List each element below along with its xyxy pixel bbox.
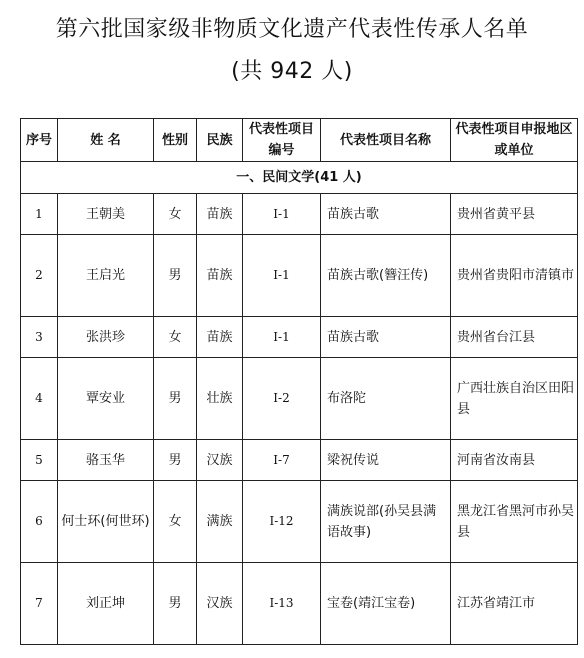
table-row: [21, 481, 578, 563]
header-ethnicity: 民族: [197, 119, 243, 162]
cell-seq: 6: [21, 481, 58, 563]
cell-project: 满族说部(孙吴县满语故事): [321, 481, 451, 563]
cell-region: 江苏省靖江市: [451, 563, 578, 645]
cell-gender: 女: [154, 317, 197, 358]
cell-ethnicity: 壮族: [197, 358, 243, 440]
cell-ethnicity: 苗族: [197, 317, 243, 358]
cell-name: 覃安业: [58, 358, 154, 440]
cell-gender: 男: [154, 440, 197, 481]
cell-seq: 4: [21, 358, 58, 440]
cell-region: 广西壮族自治区田阳县: [451, 358, 578, 440]
document-subtitle: (共 942 人): [231, 59, 353, 84]
cell-name: 王启光: [58, 235, 154, 317]
cell-gender: 男: [154, 358, 197, 440]
header-project: 代表性项目名称: [321, 119, 451, 162]
cell-project: 苗族古歌: [321, 317, 451, 358]
cell-region: 黑龙江省黑河市孙吴县: [451, 481, 578, 563]
cell-name: 骆玉华: [58, 440, 154, 481]
cell-region: 贵州省黄平县: [451, 194, 578, 235]
table-row: [21, 194, 578, 235]
document-title: 第六批国家级非物质文化遗产代表性传承人名单: [55, 17, 529, 42]
inheritor-table: [20, 118, 578, 645]
cell-name: 张洪珍: [58, 317, 154, 358]
cell-seq: 7: [21, 563, 58, 645]
cell-ethnicity: 苗族: [197, 194, 243, 235]
header-seq: 序号: [21, 119, 58, 162]
cell-gender: 女: [154, 481, 197, 563]
cell-project: 梁祝传说: [321, 440, 451, 481]
cell-ethnicity: 汉族: [197, 440, 243, 481]
cell-region: 贵州省贵阳市清镇市: [451, 235, 578, 317]
table-row: [21, 235, 578, 317]
cell-code: Ⅰ-2: [243, 358, 321, 440]
table-row: [21, 563, 578, 645]
cell-project: 布洛陀: [321, 358, 451, 440]
cell-region: 贵州省台江县: [451, 317, 578, 358]
header-name: 姓 名: [58, 119, 154, 162]
table-header-row: [21, 119, 578, 162]
section-title: 一、民间文学(41 人): [21, 162, 578, 194]
table-row: [21, 440, 578, 481]
cell-seq: 1: [21, 194, 58, 235]
section-row: [21, 162, 578, 194]
cell-code: Ⅰ-1: [243, 194, 321, 235]
cell-name: 何士环(何世环): [58, 481, 154, 563]
cell-gender: 男: [154, 235, 197, 317]
cell-code: Ⅰ-13: [243, 563, 321, 645]
header-gender: 性别: [154, 119, 197, 162]
table-row: [21, 358, 578, 440]
cell-name: 刘正坤: [58, 563, 154, 645]
header-region: 代表性项目申报地区或单位: [451, 119, 578, 162]
cell-seq: 3: [21, 317, 58, 358]
cell-code: Ⅰ-1: [243, 317, 321, 358]
cell-project: 苗族古歌(簪汪传): [321, 235, 451, 317]
cell-gender: 女: [154, 194, 197, 235]
table-row: [21, 317, 578, 358]
cell-ethnicity: 苗族: [197, 235, 243, 317]
cell-seq: 2: [21, 235, 58, 317]
cell-code: Ⅰ-12: [243, 481, 321, 563]
cell-region: 河南省汝南县: [451, 440, 578, 481]
cell-seq: 5: [21, 440, 58, 481]
cell-name: 王朝美: [58, 194, 154, 235]
header-code: 代表性项目编号: [243, 119, 321, 162]
cell-project: 宝卷(靖江宝卷): [321, 563, 451, 645]
cell-ethnicity: 满族: [197, 481, 243, 563]
cell-code: Ⅰ-1: [243, 235, 321, 317]
cell-project: 苗族古歌: [321, 194, 451, 235]
cell-ethnicity: 汉族: [197, 563, 243, 645]
cell-gender: 男: [154, 563, 197, 645]
cell-code: Ⅰ-7: [243, 440, 321, 481]
